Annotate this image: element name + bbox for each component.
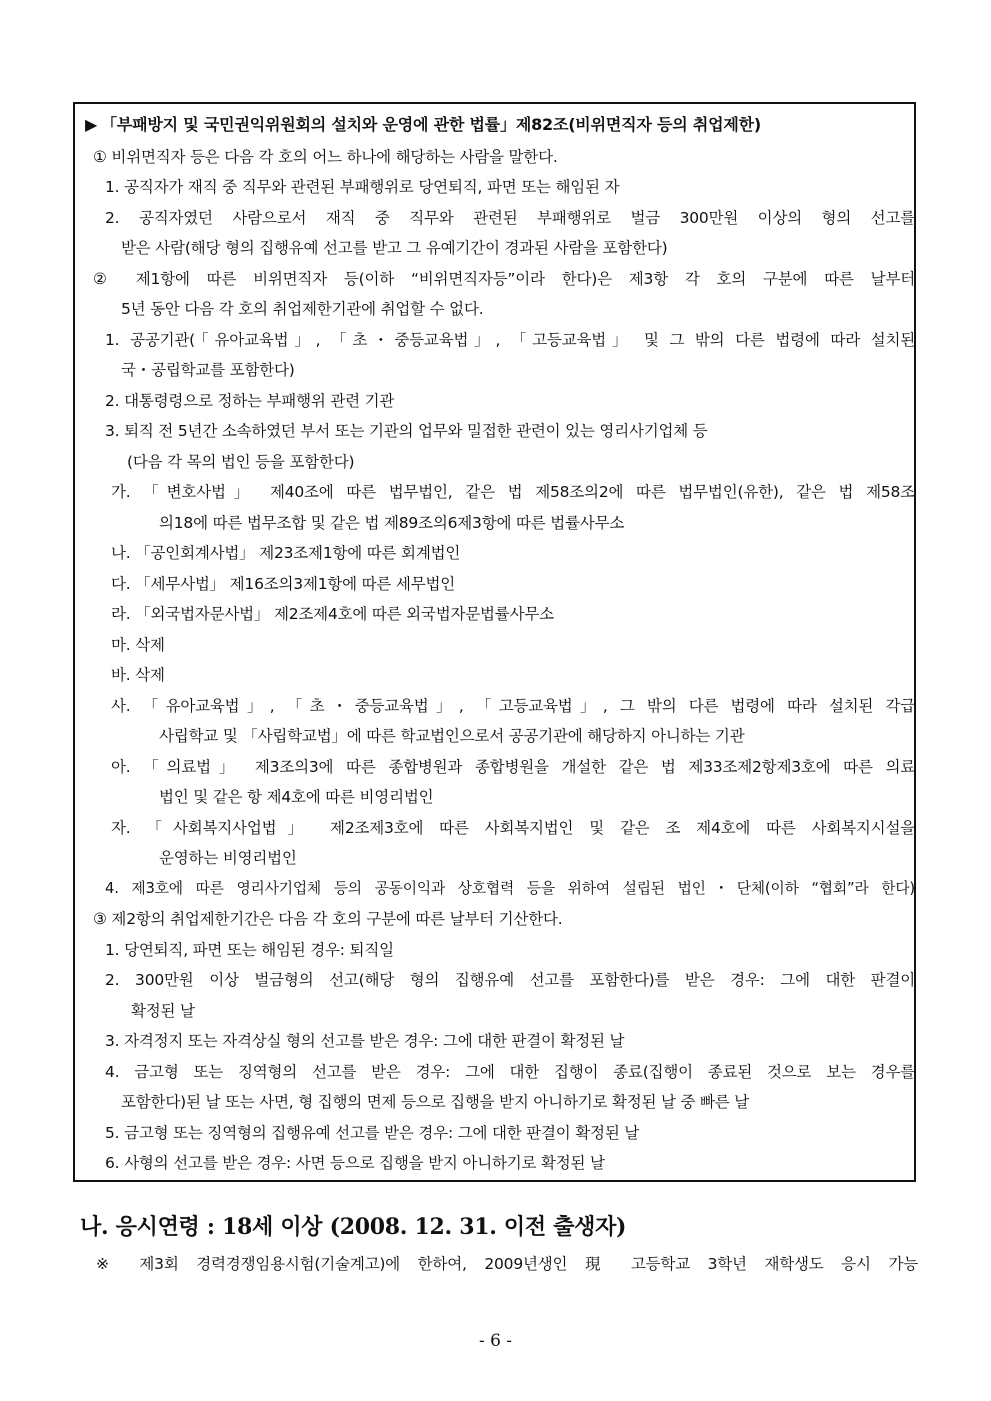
law-line: 4. 금고형 또는 징역형의 선고를 받은 경우: 그에 대한 집행이 종료(집행이 종료된 것으로 보는 경우를 (105, 1063, 915, 1081)
section-note: ※ 제3회 경력경쟁임용시험(기술계고)에 한하여, 2009년생인 現 고등학교 3학년 재학생도 응시 가능 (96, 1255, 918, 1273)
law-line: 법인 및 같은 항 제4호에 따른 비영리법인 (159, 788, 434, 806)
law-header-text: 「부패방지 및 국민권익위원회의 설치와 운영에 관한 법률」제82조(비위면직자 등의 취업제한) (101, 115, 761, 134)
law-line: (다음 각 목의 법인 등을 포함한다) (127, 453, 355, 471)
law-line: 3. 퇴직 전 5년간 소속하였던 부서 또는 기관의 업무와 밀접한 관련이 있는 영리사기업체 등 (105, 422, 708, 440)
law-line: 확정된 날 (131, 1002, 195, 1020)
law-line: 5년 동안 다음 각 호의 취업제한기관에 취업할 수 없다. (121, 300, 484, 318)
law-line: 2. 대통령령으로 정하는 부패행위 관련 기관 (105, 392, 395, 410)
law-line: 받은 사람(해당 형의 집행유예 선고를 받고 그 유예기간이 경과된 사람을 포함한다) (121, 239, 668, 257)
law-line: 사립학교 및 「사립학교법」에 따른 학교법인으로서 공공기관에 해당하지 아니하는 기관 (159, 727, 745, 745)
law-line: 가. 「변호사법」 제40조에 따른 법무법인, 같은 법 제58조의2에 따른 법무법인(유한), 같은 법 제58조 (111, 483, 915, 501)
law-line: 운영하는 비영리법인 (159, 849, 297, 867)
page-number: - 6 - (478, 1331, 513, 1351)
law-line: 바. 삭제 (111, 666, 165, 684)
law-line: 1. 공공기관(「유아교육법」, 「초・중등교육법」, 「고등교육법」 및 그 밖의 다른 법령에 따라 설치된 (105, 331, 915, 349)
law-line: 아. 「의료법」 제3조의3에 따른 종합병원과 종합병원을 개설한 같은 법 제33조제2항제3호에 따른 의료 (111, 758, 915, 776)
law-line: 나. 「공인회계사법」 제23조제1항에 따른 회계법인 (111, 544, 461, 562)
law-line: 포함한다)된 날 또는 사면, 형 집행의 면제 등으로 집행을 받지 아니하기로 확정된 날 중 빠른 날 (121, 1093, 750, 1111)
law-line: 의18에 따른 법무조합 및 같은 법 제89조의6제3항에 따른 법률사무소 (159, 514, 625, 532)
law-line: ③ 제2항의 취업제한기간은 다음 각 호의 구분에 따른 날부터 기산한다. (93, 910, 563, 928)
law-excerpt-box (73, 102, 916, 1182)
section-title-age: 나. 응시연령 : 18세 이상 (2008. 12. 31. 이전 출생자) (80, 1214, 627, 1240)
law-line: 3. 자격정지 또는 자격상실 형의 선고를 받은 경우: 그에 대한 판결이 확정된 날 (105, 1032, 625, 1050)
law-line: 다. 「세무사법」 제16조의3제1항에 따른 세무법인 (111, 575, 456, 593)
law-line: 라. 「외국법자문사법」 제2조제4호에 따른 외국법자문법률사무소 (111, 605, 554, 623)
law-line: ① 비위면직자 등은 다음 각 호의 어느 하나에 해당하는 사람을 말한다. (93, 148, 558, 166)
law-header (85, 114, 761, 136)
law-line: 4. 제3호에 따른 영리사기업체 등의 공동이익과 상호협력 등을 위하여 설립된 법인・단체(이하 “협회”라 한다) (105, 880, 915, 897)
law-line: 사. 「유아교육법」, 「초・중등교육법」, 「고등교육법」, 그 밖의 다른 법령에 따라 설치된 각급 (111, 697, 915, 715)
law-line: 자. 「사회복지사업법」 제2조제3호에 따른 사회복지법인 및 같은 조 제4호에 따른 사회복지시설을 (111, 819, 915, 837)
law-line: 6. 사형의 선고를 받은 경우: 사면 등으로 집행을 받지 아니하기로 확정된 날 (105, 1154, 605, 1172)
law-line: 5. 금고형 또는 징역형의 집행유예 선고를 받은 경우: 그에 대한 판결이 확정된 날 (105, 1124, 640, 1142)
law-line: 1. 공직자가 재직 중 직무와 관련된 부패행위로 당연퇴직, 파면 또는 해임된 자 (105, 178, 620, 196)
law-line: 2. 300만원 이상 벌금형의 선고(해당 형의 집행유예 선고를 포함한다)를 받은 경우: 그에 대한 판결이 (105, 971, 915, 989)
law-line: 2. 공직자였던 사람으로서 재직 중 직무와 관련된 부패행위로 벌금 300만원 이상의 형의 선고를 (105, 209, 915, 227)
law-line: 국・공립학교를 포함한다) (121, 361, 295, 379)
law-line: 1. 당연퇴직, 파면 또는 해임된 경우: 퇴직일 (105, 941, 394, 959)
law-line: 마. 삭제 (111, 636, 165, 654)
law-line: ② 제1항에 따른 비위면직자 등(이하 “비위면직자등”이라 한다)은 제3항 각 호의 구분에 따른 날부터 (93, 270, 915, 288)
triangle-arrow-icon: ▶ (85, 115, 98, 134)
